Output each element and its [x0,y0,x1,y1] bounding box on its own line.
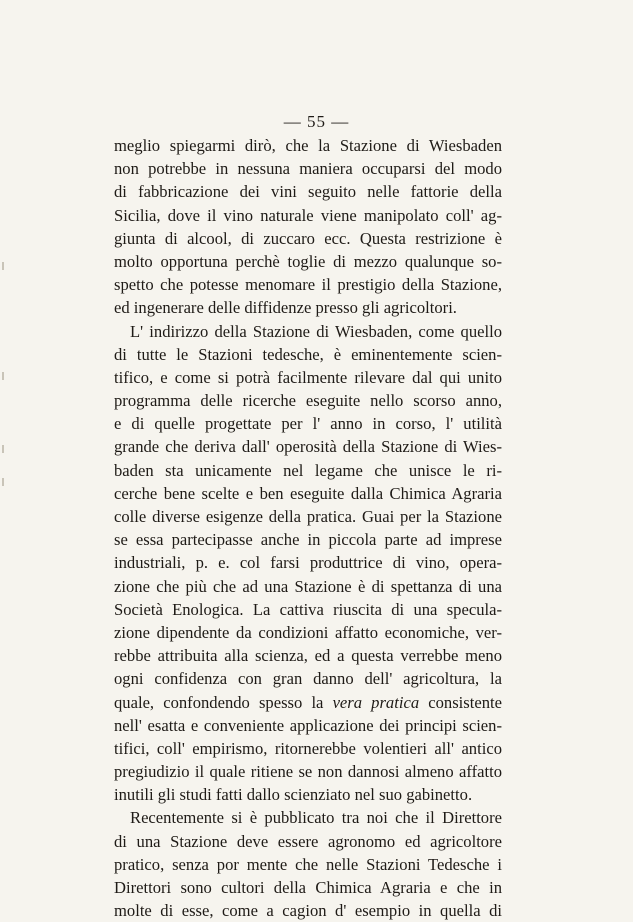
text-line: industriali, p. e. col farsi produttrice di vino, opera- [114,553,502,573]
text-line: Società Enologica. La cattiva riuscita di una specula- [114,599,502,619]
page-number: — 55 — [283,112,350,131]
text-line: molto opportuna perchè toglie di mezzo qualunque so- [114,251,502,271]
text-line: nell' esatta e conveniente applicazione dei principi scien- [114,715,502,735]
text-line: tifico, e come si potrà facilmente rilevare dal qui unito [114,367,502,387]
text-line: se essa partecipasse anche in piccola parte ad imprese [114,530,502,550]
text-line: di tutte le Stazioni tedesche, è eminentemente scien- [114,344,502,364]
text-segment: quale, confondendo spesso la [114,692,324,712]
text-line: non potrebbe in nessuna maniera occuparsi del modo [114,159,502,179]
text-line: molte di esse, come a cagion d' esempio in quella di [114,901,502,921]
margin-mark [2,478,4,486]
text-line: zione dipendente da condizioni affatto economiche, ver- [114,622,502,642]
margin-mark [2,445,4,453]
text-line: Direttori sono cultori della Chimica Agraria e che in [114,878,502,897]
text-line: programma delle ricerche eseguite nello scorso anno, [114,391,502,411]
text-line: ed ingenerare delle diffidenze presso gli agricoltori. [114,298,457,318]
text-line: zione che più che ad una Stazione è di spettanza di una [114,576,502,596]
body-text [114,134,502,922]
text-line: giunta di alcool, di zuccaro ecc. Questa restrizione è [114,228,502,248]
text-line: di una Stazione deve essere agronomo ed agricoltore [114,831,502,851]
text-line: colle diverse esigenze della pratica. Guai per la Stazione [114,507,502,526]
text-line: Recentemente si è pubblicato tra noi che il Direttore [130,808,502,828]
text-line: Sicilia, dove il vino naturale viene manipolato coll' ag- [114,205,502,225]
text-line: pregiudizio il quale ritiene se non dannosi almeno affatto [114,762,502,782]
text-line: tifici, coll' empirismo, ritornerebbe volentieri all' antico [114,738,502,758]
text-line: di fabbricazione dei vini seguito nelle fattorie della [114,182,502,202]
text-line: rebbe attribuita alla scienza, ed a questa verrebbe meno [114,646,502,666]
text-line: baden sta unicamente nel legame che unisce le ri- [114,460,502,480]
text-line: inutili gli studi fatti dallo scienziato nel suo gabinetto. [114,785,473,805]
text-line [114,691,502,714]
text-line: grande che deriva dall' operosità della Stazione di Wies- [114,437,502,457]
margin-mark [2,262,4,270]
text-line: L' indirizzo della Stazione di Wiesbaden, come quello [130,321,502,341]
margin-mark [2,372,4,380]
text-line: spetto che potesse menomare il prestigio della Stazione, [114,275,502,295]
text-line: e di quelle progettate per l' anno in corso, l' utilità [114,414,502,434]
text-line: pratico, senza por mente che nelle Stazioni Tedesche i [114,854,502,874]
text-line: meglio spiegarmi dirò, che la Stazione di Wiesbaden [114,136,502,155]
text-line: cerche bene scelte e ben eseguite dalla Chimica Agraria [114,483,502,503]
italic-phrase: vera pratica [332,692,420,712]
text-segment: consistente [428,692,502,712]
text-line: ogni confidenza con gran danno dell' agricoltura, la [114,669,502,689]
